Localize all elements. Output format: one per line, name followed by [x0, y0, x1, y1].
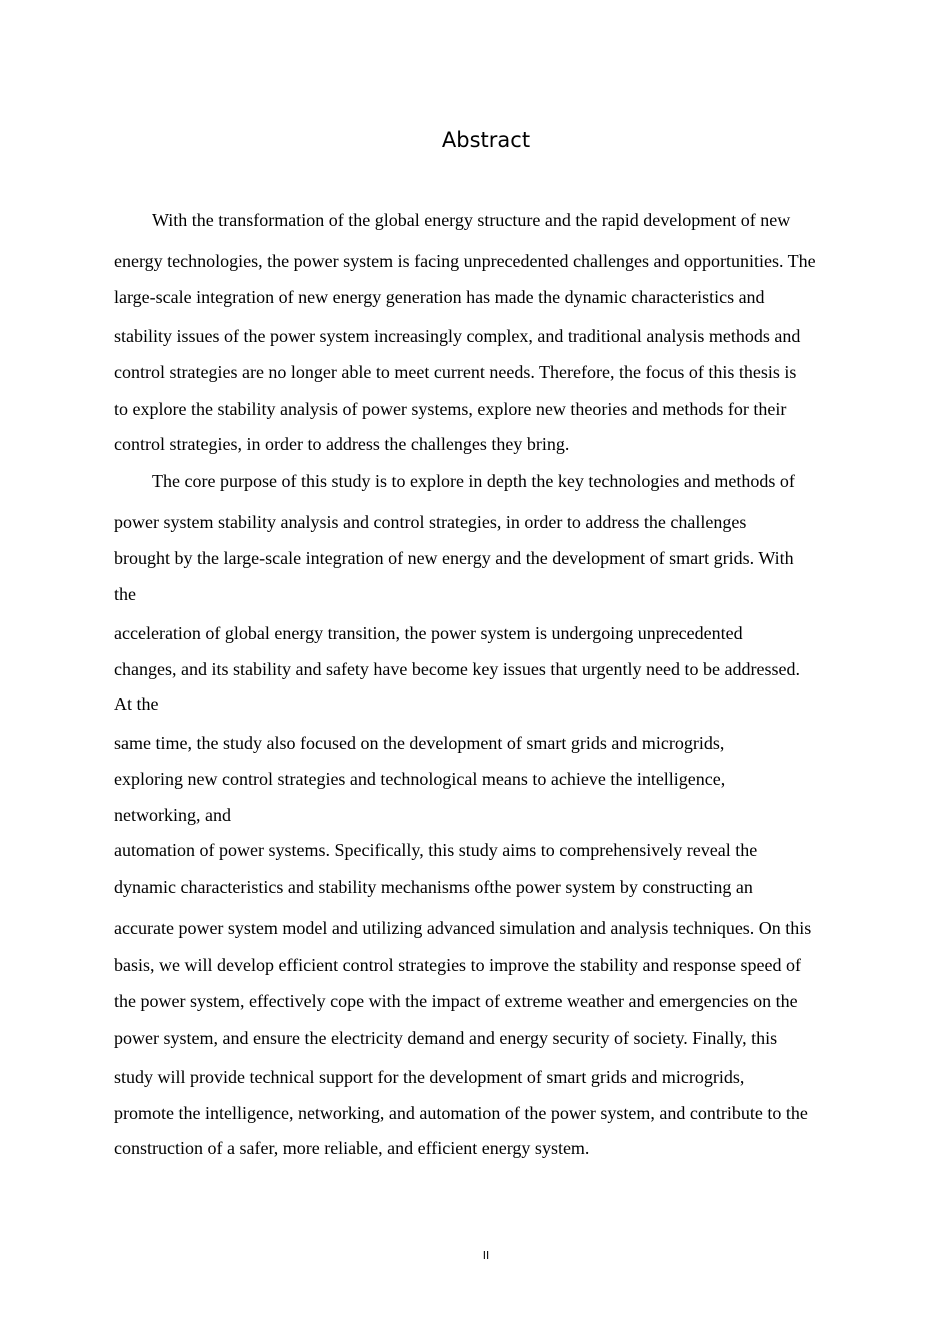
abstract-line: With the transformation of the global energy structure and the rapid development of new: [152, 210, 791, 230]
abstract-line: study will provide technical support for the development of smart grids and microgrids,: [114, 1067, 745, 1087]
abstract-line: control strategies, in order to address the challenges they bring.: [114, 434, 570, 454]
abstract-line: basis, we will develop efficient control strategies to improve the stability and response speed of: [114, 955, 801, 975]
abstract-line: promote the intelligence, networking, and automation of the power system, and contribute to the: [114, 1103, 808, 1123]
abstract-line: large-scale integration of new energy generation has made the dynamic characteristics and: [114, 287, 765, 307]
abstract-title: Abstract: [441, 128, 531, 152]
abstract-line: stability issues of the power system increasingly complex, and traditional analysis methods and: [114, 326, 801, 346]
abstract-line: power system stability analysis and control strategies, in order to address the challenges: [114, 512, 747, 532]
abstract-line: dynamic characteristics and stability mechanisms ofthe power system by constructing an: [114, 877, 753, 897]
abstract-line: the: [114, 584, 136, 604]
abstract-line: to explore the stability analysis of power systems, explore new theories and methods for their: [114, 399, 787, 419]
abstract-line: acceleration of global energy transition, the power system is undergoing unprecedented: [114, 623, 743, 643]
abstract-line: construction of a safer, more reliable, and efficient energy system.: [114, 1138, 590, 1158]
abstract-line: energy technologies, the power system is facing unprecedented challenges and opportunities. The: [114, 251, 816, 271]
abstract-line: automation of power systems. Specifically, this study aims to comprehensively reveal the: [114, 840, 758, 860]
abstract-line: control strategies are no longer able to meet current needs. Therefore, the focus of this thesis is: [114, 362, 797, 382]
page-number: II: [482, 1249, 490, 1262]
abstract-line: At the: [114, 694, 159, 714]
abstract-line: brought by the large-scale integration of new energy and the development of smart grids. With: [114, 548, 794, 568]
abstract-line: The core purpose of this study is to explore in depth the key technologies and methods of: [152, 471, 795, 491]
abstract-line: networking, and: [114, 805, 231, 825]
abstract-line: exploring new control strategies and technological means to achieve the intelligence,: [114, 769, 726, 789]
abstract-line: accurate power system model and utilizing advanced simulation and analysis techniques. On this: [114, 918, 812, 938]
abstract-line: changes, and its stability and safety have become key issues that urgently need to be addressed.: [114, 659, 800, 679]
abstract-line: power system, and ensure the electricity demand and energy security of society. Finally, this: [114, 1028, 778, 1048]
abstract-line: same time, the study also focused on the development of smart grids and microgrids,: [114, 733, 725, 753]
abstract-line: the power system, effectively cope with the impact of extreme weather and emergencies on the: [114, 991, 798, 1011]
